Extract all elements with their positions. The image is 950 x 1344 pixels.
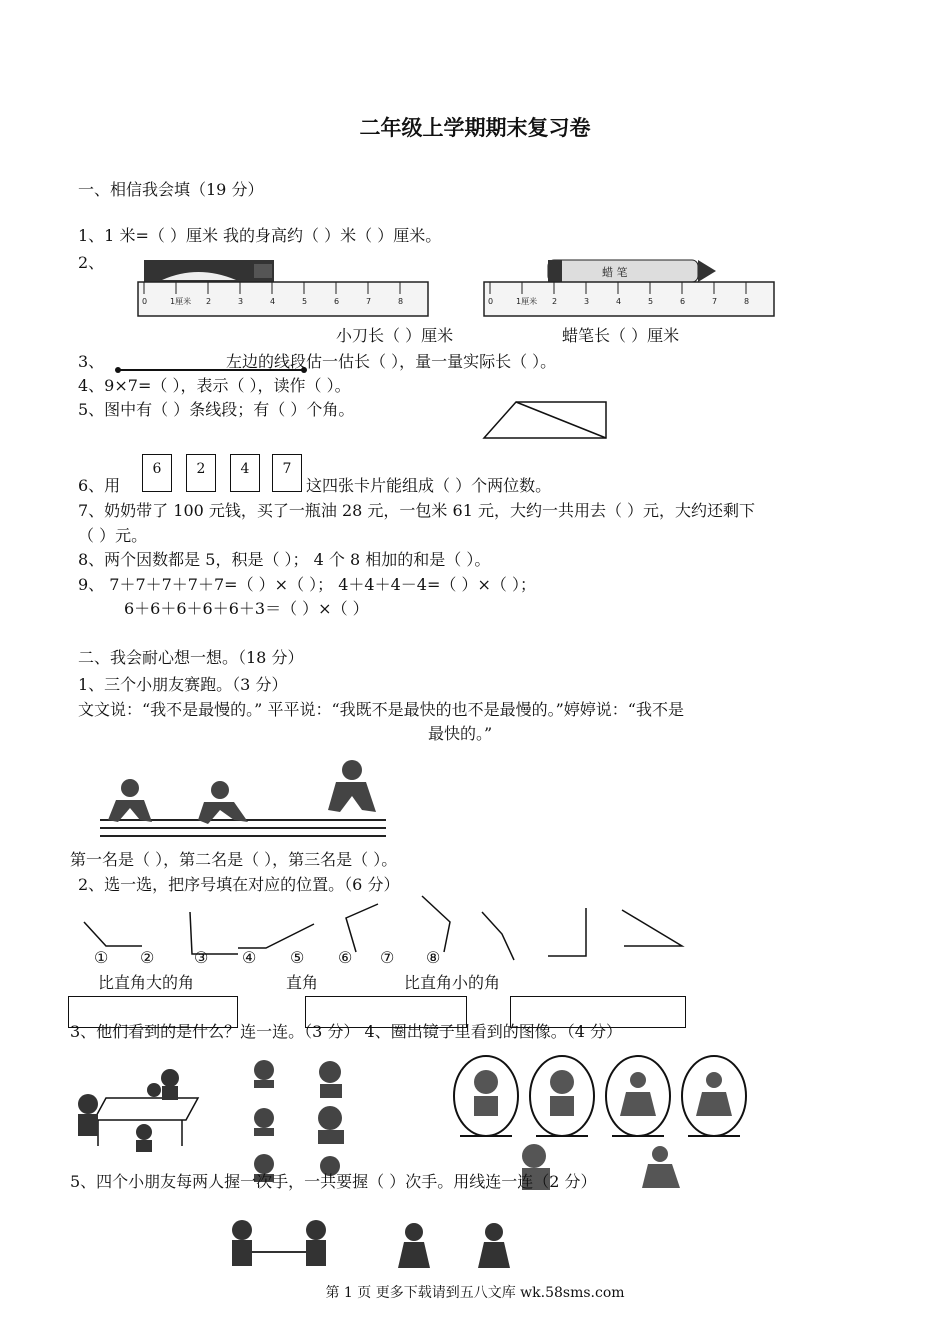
ruler-tick-label: 8 [744,297,750,306]
question-1-6-label: 6、用 [78,476,121,495]
ruler-tick-label: 3 [238,297,244,306]
question-1-5: 5、图中有（ ）条线段；有（ ）个角。 [78,400,355,419]
ruler-tick-label: 0 [488,297,494,306]
angle-figure [548,908,586,956]
ruler-tick-label: 5 [302,297,308,306]
angle-figure [346,904,378,952]
angle-number: ⑥ [338,948,353,967]
angle-figure [622,910,682,946]
angle-number: ② [140,948,155,967]
number-card: 4 [230,454,260,492]
category-label-right: 直角 [286,973,319,992]
question-2-1-title: 1、三个小朋友赛跑。（3 分） [78,675,288,694]
question-1-3: 左边的线段估一估长（ ），量一量实际长（ ）。 [226,352,557,371]
question-1-3-label: 3、 [78,352,105,371]
question-1-1: 1、1 米=（ ）厘米 我的身高约（ ）米（ ）厘米。 [78,226,442,245]
question-1-7-continued: （ ）元。 [78,526,148,545]
angle-figure [482,912,514,960]
question-2-1-statement: 文文说：“我不是最慢的。” 平平说：“我既不是最快的也不是最慢的。”婷婷说：“我不是 [78,700,684,719]
knife-length-prompt: 小刀长（ ）厘米 [336,326,454,345]
page-footer: 第 1 页 更多下载请到五八文库 wk.58sms.com [325,1285,625,1301]
children-around-table-picture [70,1060,210,1152]
handshake-children-picture [218,1218,538,1284]
angle-number: ⑤ [290,948,305,967]
ruler-tick-label: 7 [366,297,372,306]
ruler-tick-label: 0 [142,297,148,306]
ruler-tick-label: 7 [712,297,718,306]
ruler-tick-label: 5 [648,297,654,306]
ruler-tick-label: 4 [270,297,276,306]
question-2-5-title: 5、四个小朋友每两人握一次手，一共要握（ ）次手。用线连一连（2 分） [70,1172,597,1191]
knife-ruler-picture [138,258,438,318]
section-2-heading: 二、我会耐心想一想。（18 分） [78,648,304,667]
question-1-9: 9、 7＋7＋7＋7＋7=（ ）×（ ）； 4＋4＋4－4=（ ）×（ ）； [78,575,536,594]
ruler-tick-label: 6 [680,297,686,306]
crayon-length-prompt: 蜡笔长（ ）厘米 [562,326,680,345]
category-label-acute: 比直角小的角 [404,973,501,992]
question-1-8: 8、两个因数都是 5，积是（ ）； 4 个 8 相加的和是（ ）。 [78,550,491,569]
question-2-2-title: 2、选一选，把序号填在对应的位置。（6 分） [78,875,400,894]
crayon-label: 蜡 笔 [602,266,628,279]
angle-number: ⑧ [426,948,441,967]
number-card: 7 [272,454,302,492]
question-2-1-statement-continued: 最快的。” [428,724,493,743]
ruler-tick-label: 2 [552,297,558,306]
question-2-3-4-title: 3、他们看到的是什么？连一连。（3 分） 4、圈出镜子里看到的图像。（4 分） [70,1022,622,1041]
category-label-obtuse: 比直角大的角 [98,973,195,992]
number-card: 2 [186,454,216,492]
race-picture [100,760,390,844]
ruler-tick-label: 2 [206,297,212,306]
ruler-tick-label: 4 [616,297,622,306]
question-1-2-label: 2、 [78,253,105,272]
number-card: 6 [142,454,172,492]
page-title: 二年级上学期期末复习卷 [359,116,591,140]
ruler-tick-label: 6 [334,297,340,306]
angle-number: ③ [194,948,209,967]
angle-number: ① [94,948,109,967]
section-1-heading: 一、相信我会填（19 分） [78,180,264,199]
question-1-4: 4、9×7=（ ），表示（ ），读作（ ）。 [78,376,351,395]
angle-figure [84,922,142,946]
view-options-picture [244,1056,364,1186]
ruler-tick-label: 8 [398,297,404,306]
ruler-tick-label: 1厘米 [170,297,192,306]
question-1-6: 这四张卡片能组成（ ）个两位数。 [306,476,552,495]
question-1-9-continued: 6＋6＋6＋6＋6＋3＝（ ）×（ ） [124,599,369,618]
race-ranking-answer: 第一名是（ ），第二名是（ ），第三名是（ ）。 [70,850,398,869]
angle-figure [238,924,314,948]
crayon-ruler-picture [484,258,784,318]
trapezoid-figure [482,400,612,442]
question-1-7: 7、奶奶带了 100 元钱，买了一瓶油 28 元，一包米 61 元，大约一共用去（ ）元，大约还剩下 [78,501,756,520]
ruler-tick-label: 3 [584,297,590,306]
mirror-images-picture [450,1052,750,1148]
ruler-tick-label: 1厘米 [516,297,538,306]
angle-number: ⑦ [380,948,395,967]
angle-number: ④ [242,948,257,967]
angle-figure [422,896,450,952]
